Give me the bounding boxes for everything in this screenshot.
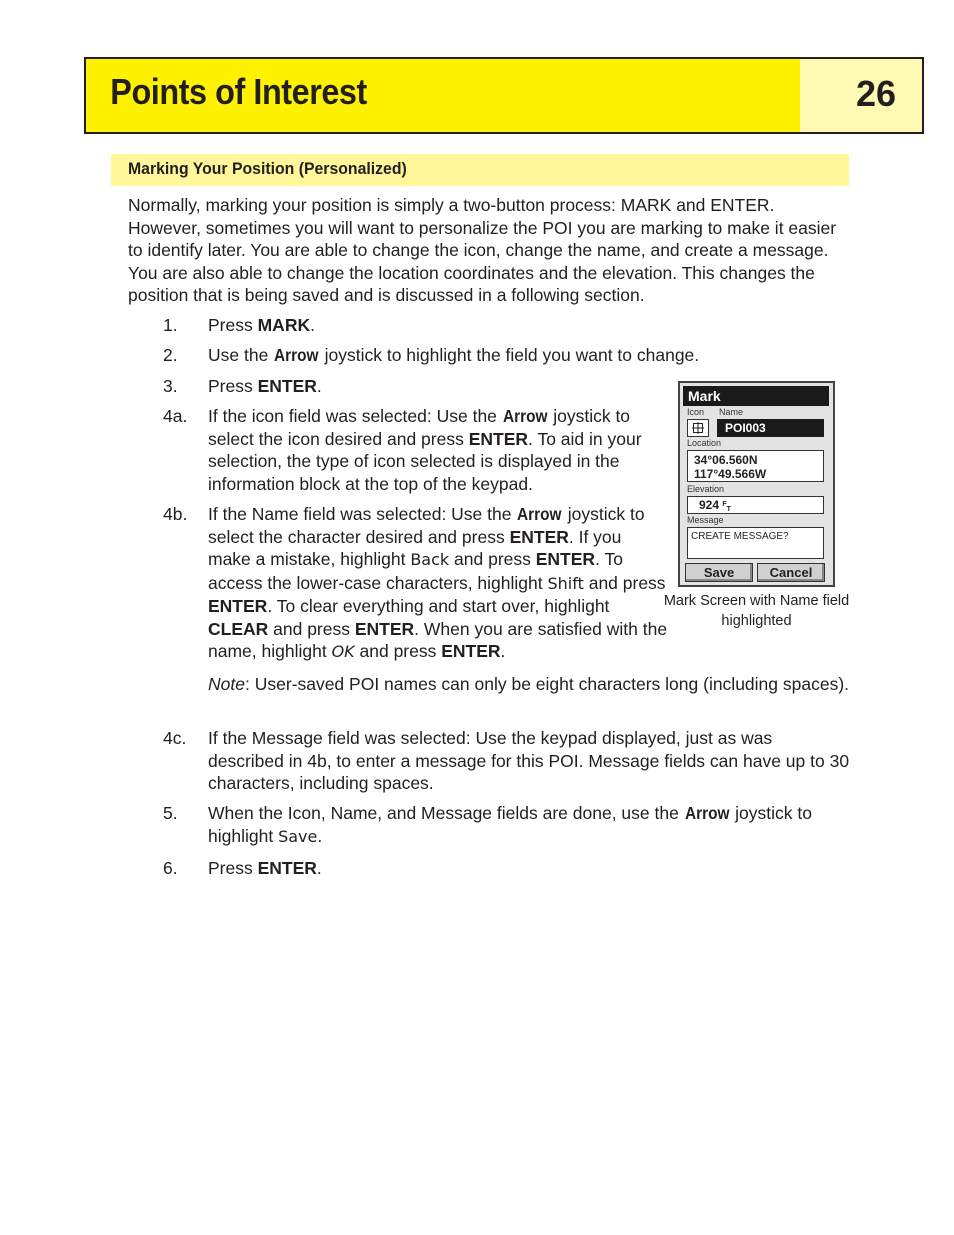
cancel-button[interactable]: Cancel: [757, 563, 825, 582]
step-number: 4b.: [163, 504, 188, 524]
icon-label: Icon: [687, 407, 705, 417]
page-header: [84, 57, 924, 134]
figure-caption: Mark Screen with Name field highlighted: [663, 593, 850, 629]
location-field[interactable]: [687, 450, 824, 482]
name-length-note: Note: User-saved POI names can only be eight characters long (including spaces).: [208, 673, 850, 694]
step-number: 3.: [163, 376, 178, 396]
step-4b: 4b. If the Name field was selected: Use the Arrow joystick to select the character desired and press ENTER. If you make a mistake, highlight Back and press ENTER. To access the lower-case characters, highlight Shift and press ENTER. To clear everything and start over, highlight CLEAR and press ENTER. When you are satisfied with the name, highlight OK and press ENTER. Note: User-saved POI names can only be eight characters long (including spaces).: [163, 504, 850, 694]
elevation-unit-f: F: [722, 501, 727, 508]
step-number: 5.: [163, 803, 178, 823]
step-number: 4c.: [163, 728, 187, 748]
message-label: Message: [687, 515, 724, 525]
step-2: 2. Use the Arrow joystick to highlight the field you want to change.: [163, 345, 700, 365]
step-5: 5. When the Icon, Name, and Message fields are done, use the Arrow joystick to highlight Save.: [163, 803, 812, 846]
section-heading-bar: [111, 154, 849, 186]
step-number: 6.: [163, 858, 178, 878]
intro-paragraph: Normally, marking your position is simply a two-button process: MARK and ENTER. However, sometimes you will want to personalize the POI you are marking to make it easier to identify later. You are able to change the icon, change the name, and create a message. You are also able to change the location coordinates and the elevation. This changes the position that is being saved and is discussed in a following section.: [128, 195, 837, 305]
latitude-value: 34°06.560N: [694, 453, 758, 467]
longitude-value: 117°49.566W: [694, 467, 767, 481]
step-3: 3. Press ENTER.: [163, 376, 322, 396]
step-4a: 4a. If the icon field was selected: Use the Arrow joystick to select the icon desired and press ENTER. To aid in your selection, the type of icon selected is displayed in the information block at the top of the keypad.: [163, 406, 642, 494]
page-number: 26: [800, 59, 922, 132]
location-label: Location: [687, 438, 722, 448]
save-button[interactable]: Save: [685, 563, 753, 582]
screen-title: Mark: [683, 386, 829, 406]
elevation-field[interactable]: [687, 496, 824, 514]
message-field[interactable]: CREATE MESSAGE?: [687, 527, 824, 559]
elevation-label: Elevation: [687, 484, 725, 494]
step-1: 1. Press MARK.: [163, 315, 315, 335]
poi-icon-field[interactable]: [687, 419, 709, 437]
name-label: Name: [719, 407, 744, 417]
crosshair-icon: [692, 422, 704, 434]
elevation-value: 924: [699, 498, 720, 512]
section-heading: Marking Your Position (Personalized): [128, 159, 407, 178]
step-number: 4a.: [163, 406, 188, 426]
elevation-unit-t: T: [726, 506, 731, 513]
step-number: 1.: [163, 315, 178, 335]
step-number: 2.: [163, 345, 178, 365]
step-6: 6. Press ENTER.: [163, 858, 322, 878]
chapter-title: Points of Interest: [110, 71, 367, 112]
poi-name-field[interactable]: POI003: [717, 419, 824, 437]
step-4c: 4c. If the Message field was selected: Use the keypad displayed, just as was described in 4b, to enter a message for this POI. Message fields can have up to 30 characters, including spaces.: [163, 728, 850, 793]
mark-screen-figure: [678, 381, 835, 587]
